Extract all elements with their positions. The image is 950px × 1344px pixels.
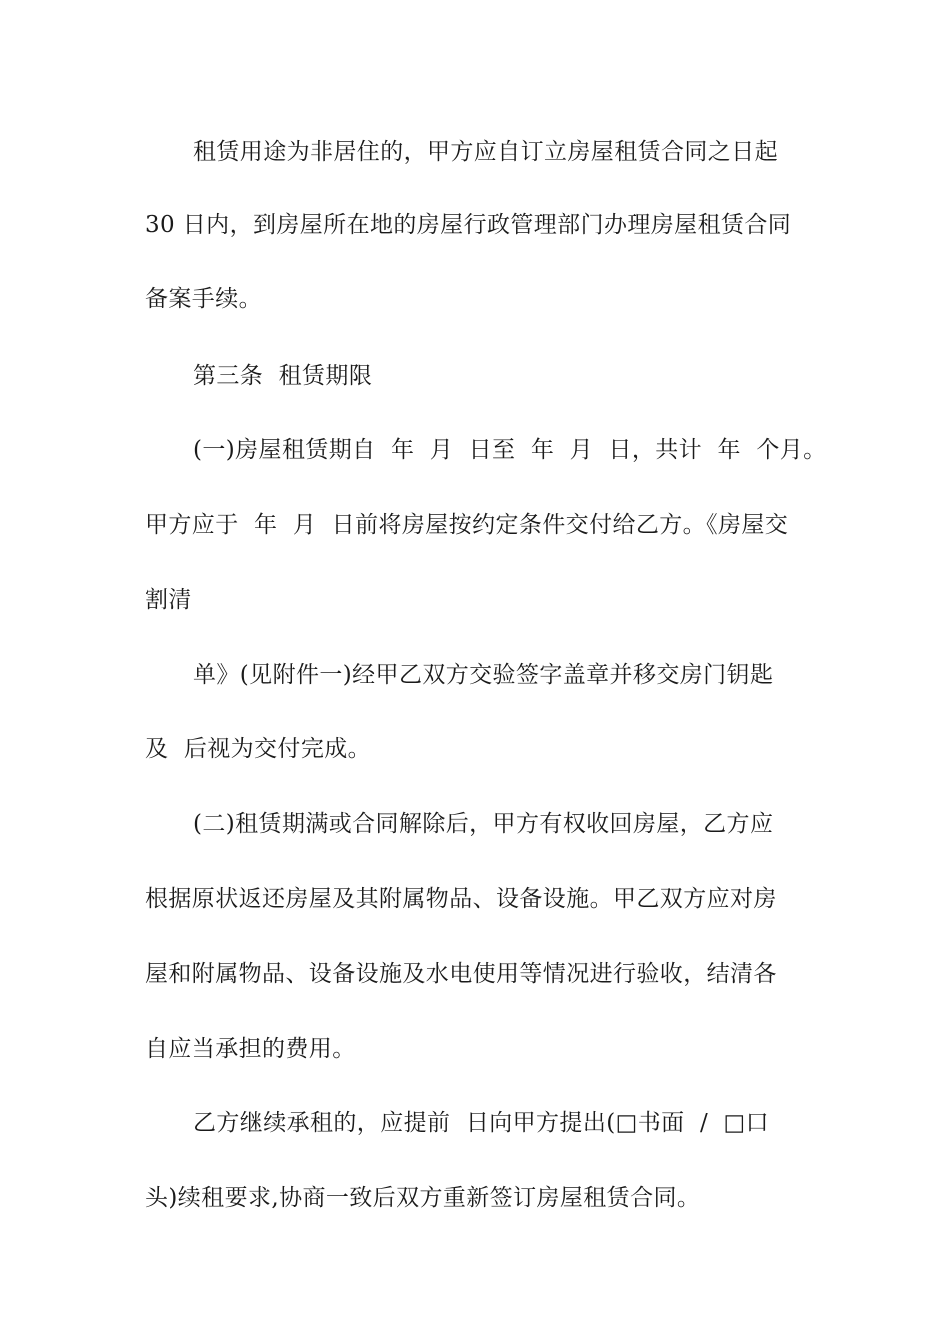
paragraph-line: 备案手续。 bbox=[145, 286, 262, 312]
paragraph-line: 自应当承担的费用。 bbox=[145, 1036, 356, 1062]
paragraph-line: 租赁用途为非居住的，甲方应自订立房屋租赁合同之日起 bbox=[193, 139, 778, 165]
paragraph-line: (二)租赁期满或合同解除后，甲方有权收回房屋，乙方应 bbox=[193, 811, 774, 837]
paragraph-line: 割清 bbox=[145, 587, 192, 613]
paragraph-line: 甲方应于 年 月 日前将房屋按约定条件交付给乙方。《房屋交 bbox=[145, 512, 789, 538]
paragraph-line: 乙方继续承租的，应提前 日向甲方提出(□书面 / □口 bbox=[193, 1110, 770, 1136]
paragraph-line: 及 后视为交付完成。 bbox=[145, 736, 372, 762]
paragraph-line: 单》(见附件一)经甲乙双方交验签字盖章并移交房门钥匙 bbox=[193, 662, 774, 688]
paragraph-line: 屋和附属物品、设备设施及水电使用等情况进行验收，结清各 bbox=[145, 961, 777, 987]
paragraph-line: 根据原状返还房屋及其附属物品、设备设施。甲乙双方应对房 bbox=[145, 886, 777, 912]
paragraph-line: (一)房屋租赁期自 年 月 日至 年 月 日，共计 年 个月。 bbox=[193, 437, 827, 463]
section-heading: 第三条 租赁期限 bbox=[193, 363, 373, 389]
paragraph-line: 头)续租要求,协商一致后双方重新签订房屋租赁合同。 bbox=[145, 1185, 701, 1211]
paragraph-line: 30 日内，到房屋所在地的房屋行政管理部门办理房屋租赁合同 bbox=[145, 212, 792, 238]
